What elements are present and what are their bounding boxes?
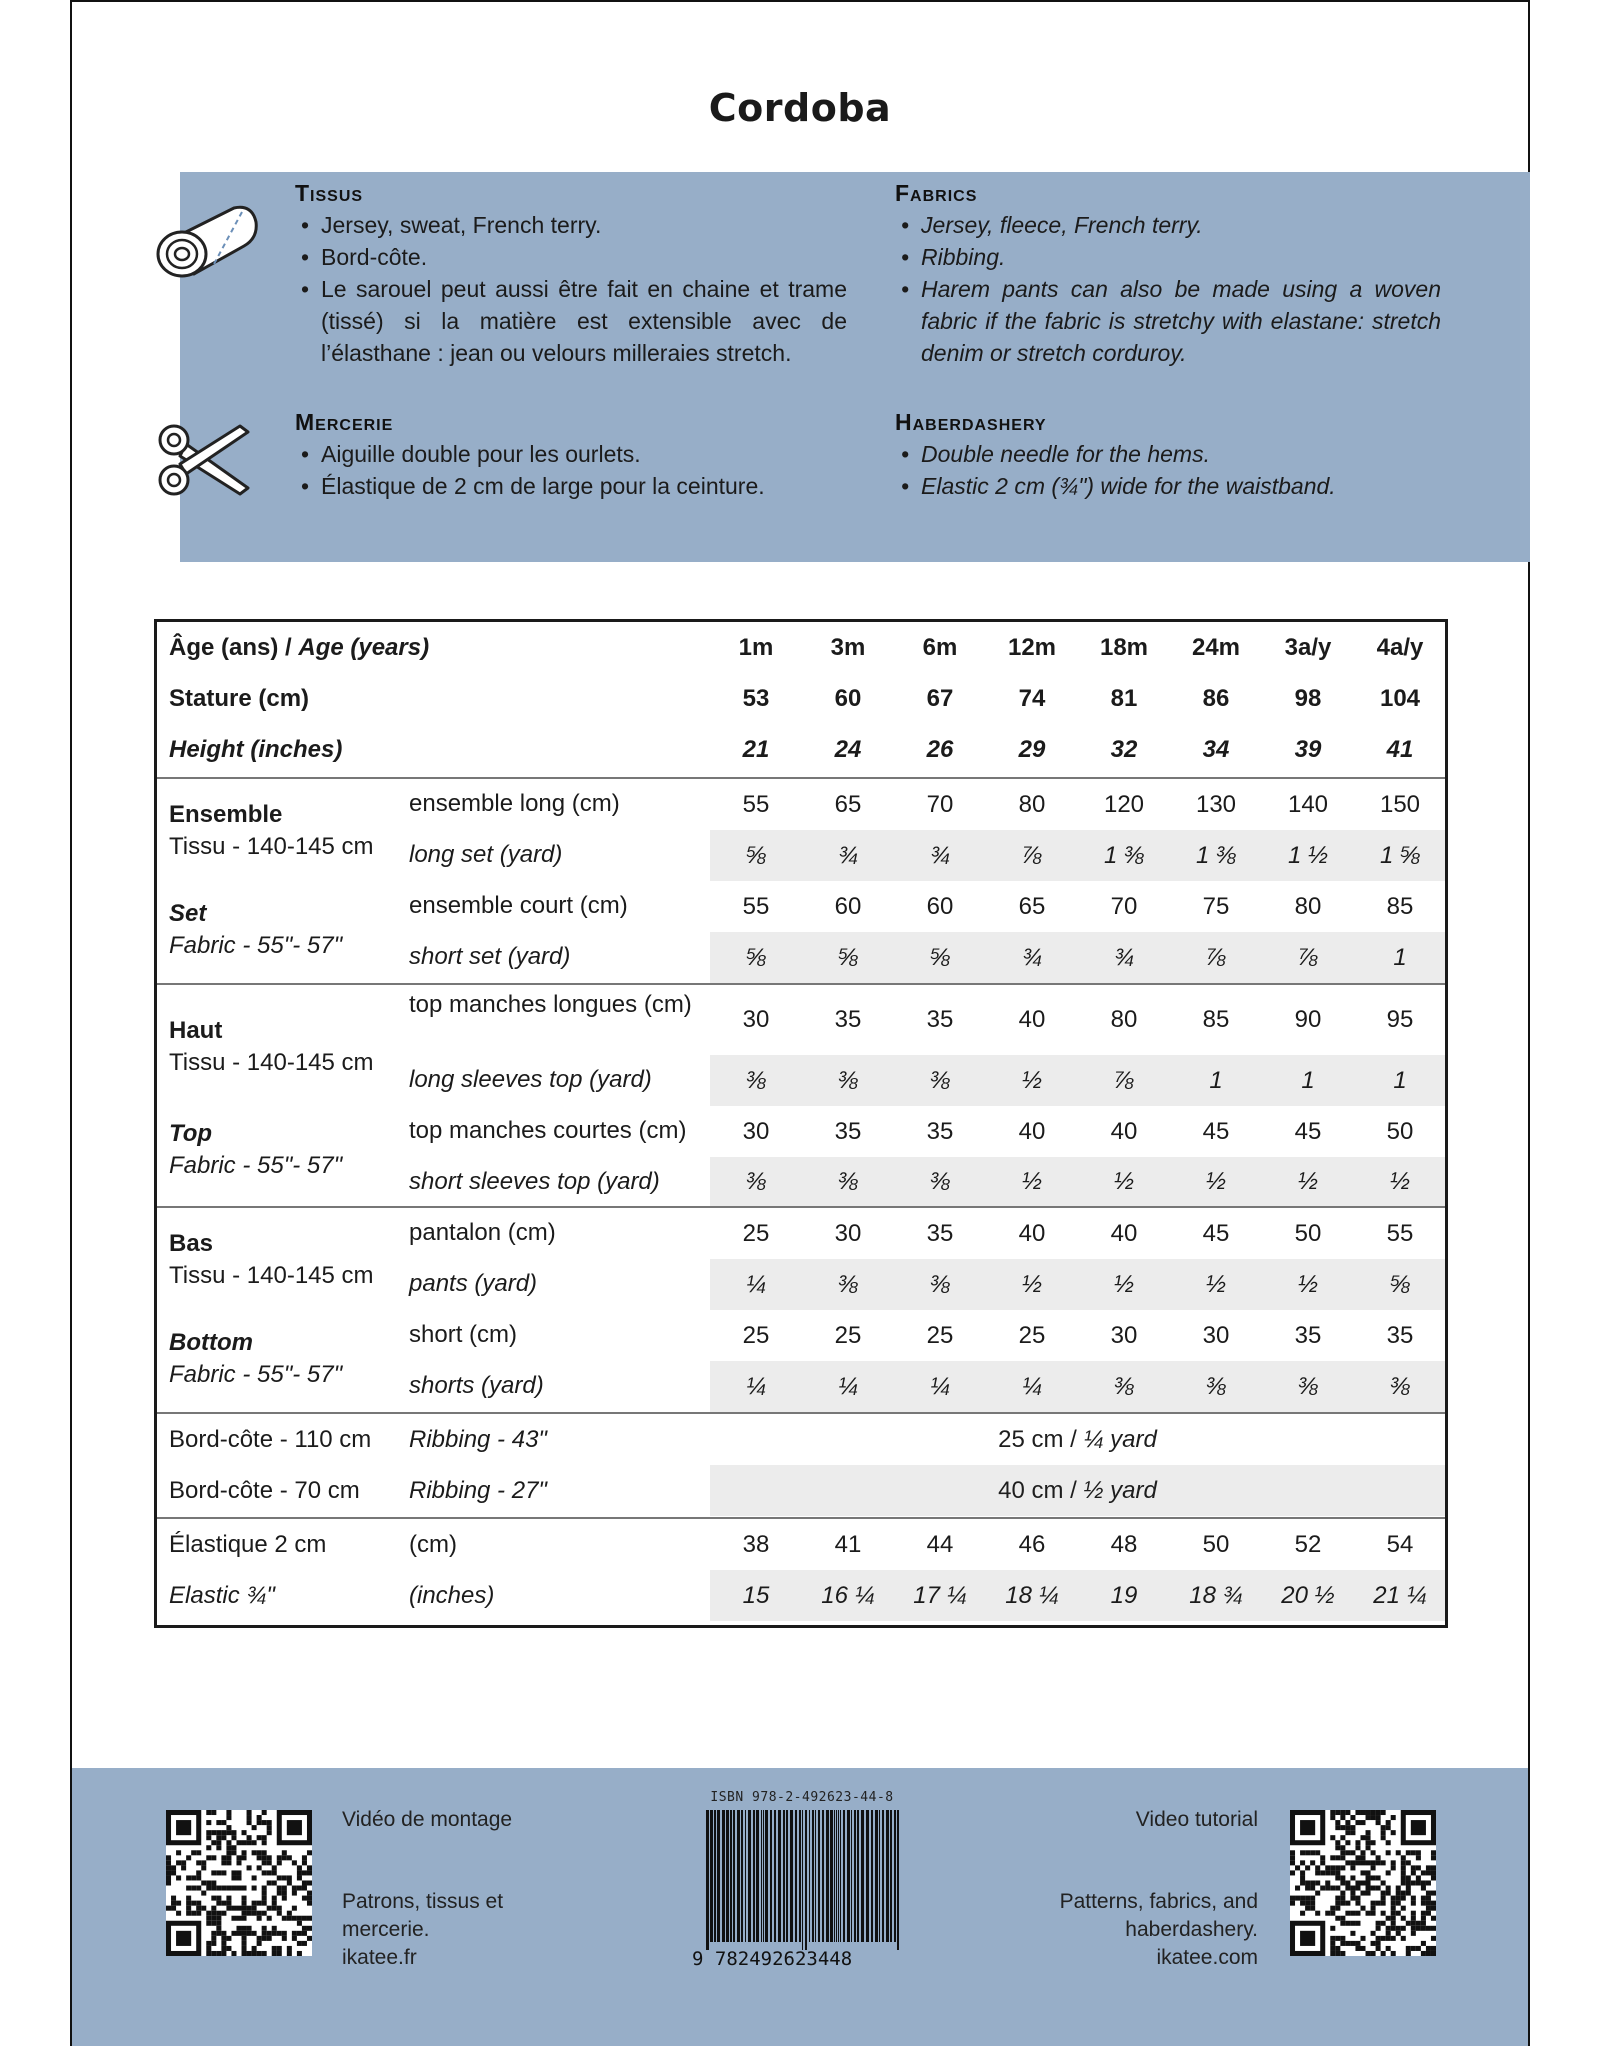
table-cell: 40 <box>1018 1118 1046 1145</box>
table-cell: 15 <box>742 1582 770 1609</box>
notions-heading-fr: Mercerie <box>295 409 394 435</box>
table-cell: 19 <box>1110 1582 1138 1609</box>
table-cell: 1 <box>1393 1067 1407 1094</box>
table-cell: 45 <box>1202 1220 1230 1247</box>
table-cell: 25 <box>834 1322 862 1349</box>
table-row-age <box>157 622 1445 673</box>
table-cell: 30 <box>1110 1322 1138 1349</box>
table-cell: 80 <box>1018 791 1046 818</box>
group-fabric-fr: Tissu - 140-145 cm <box>169 1262 374 1290</box>
table-cell: 4a/y <box>1376 634 1424 661</box>
table-cell: ⅜ <box>929 1067 950 1094</box>
group-label-fr: Haut <box>169 1017 223 1045</box>
table-row <box>157 1361 1445 1412</box>
table-cell: 120 <box>1103 791 1145 818</box>
pattern-back-cover <box>70 0 1530 2046</box>
notions-heading-en: Haberdashery <box>895 409 1047 435</box>
table-cell: ½ <box>1021 1168 1042 1195</box>
list-item: • Jersey, sweat, French terry. <box>295 209 847 241</box>
row-label: pants (yard) <box>409 1270 538 1297</box>
table-row-ribbing <box>157 1465 1445 1516</box>
table-cell: 1 <box>1301 1067 1315 1094</box>
table-cell: 21 <box>742 736 770 763</box>
table-cell: ¾ <box>1021 944 1042 971</box>
footer-panel <box>72 1768 1528 2046</box>
table-cell: 1 ⅜ <box>1103 842 1145 869</box>
list-item: • Aiguille double pour les ourlets. <box>295 438 847 470</box>
table-cell: 18m <box>1099 634 1149 661</box>
table-cell: 30 <box>1202 1322 1230 1349</box>
group-label-en: Bottom <box>169 1328 253 1356</box>
table-cell: ⅜ <box>1205 1373 1226 1400</box>
table-cell: 55 <box>1386 1220 1414 1247</box>
table-cell: 1 ⅜ <box>1195 842 1237 869</box>
table-cell: 38 <box>742 1531 770 1558</box>
table-row-ribbing <box>157 1414 1445 1465</box>
table-cell: 32 <box>1110 736 1138 763</box>
age-label: Âge (ans) / Age (years) <box>169 634 430 661</box>
stature-label: Stature (cm) <box>169 685 310 712</box>
table-cell: 45 <box>1294 1118 1322 1145</box>
table-cell: ⅝ <box>837 944 858 971</box>
table-cell: 54 <box>1386 1531 1414 1558</box>
table-cell: 52 <box>1294 1531 1322 1558</box>
table-cell: 75 <box>1202 893 1230 920</box>
table-cell: 40 <box>1110 1220 1138 1247</box>
table-row <box>157 932 1445 983</box>
ribbing-value: 25 cm / ¼ yard <box>998 1426 1157 1453</box>
table-cell: 21 ¼ <box>1373 1582 1427 1609</box>
table-cell: 35 <box>1294 1322 1322 1349</box>
table-cell: 50 <box>1386 1118 1414 1145</box>
fabric-roll-icon <box>152 194 262 294</box>
list-item: • Élastique de 2 cm de large pour la ceinture. <box>295 470 847 502</box>
table-cell: 1 ½ <box>1287 842 1329 869</box>
table-cell: 45 <box>1202 1118 1230 1145</box>
list-item: • Harem pants can also be made using a woven fabric if the fabric is stretchy with elastane: stretch denim or stretch corduroy. <box>895 273 1441 369</box>
table-cell: 90 <box>1294 1006 1322 1033</box>
elastic-unit-in: (inches) <box>409 1582 495 1609</box>
table-cell: 55 <box>742 893 770 920</box>
table-cell: 3a/y <box>1284 634 1332 661</box>
table-cell: 30 <box>742 1006 770 1033</box>
table-cell: 30 <box>834 1220 862 1247</box>
table-cell: ⅜ <box>837 1168 858 1195</box>
table-row-height <box>157 724 1445 775</box>
row-label: short sleeves top (yard) <box>409 1168 660 1195</box>
table-row <box>157 1157 1445 1206</box>
elastic-unit-cm: (cm) <box>409 1531 457 1558</box>
table-cell: 86 <box>1202 685 1230 712</box>
table-cell: 1 <box>1393 944 1407 971</box>
table-cell: 41 <box>834 1531 862 1558</box>
table-cell: ¼ <box>929 1373 950 1400</box>
table-cell: 104 <box>1379 685 1421 712</box>
elastic-label-en: Elastic ¾" <box>169 1582 275 1609</box>
table-cell: 60 <box>926 893 954 920</box>
row-label: top manches longues (cm) <box>409 991 692 1018</box>
website-en[interactable]: ikatee.com <box>1156 1946 1258 1969</box>
table-cell: ⅝ <box>745 842 766 869</box>
table-row <box>157 881 1445 932</box>
table-cell: 65 <box>834 791 862 818</box>
fabrics-en <box>895 180 1441 369</box>
table-cell: 85 <box>1386 893 1414 920</box>
table-row-elastic-in <box>157 1570 1445 1621</box>
scissors-icon <box>156 416 266 516</box>
row-label: ensemble long (cm) <box>409 790 620 817</box>
table-cell: 81 <box>1110 685 1138 712</box>
table-cell: 60 <box>834 685 862 712</box>
isbn-barcode <box>692 1790 912 1980</box>
table-cell: ⅞ <box>1021 842 1042 869</box>
table-cell: 140 <box>1287 791 1329 818</box>
qr-code-en[interactable] <box>1290 1810 1436 1956</box>
table-cell: ⅜ <box>745 1168 766 1195</box>
table-cell: 26 <box>926 736 954 763</box>
website-fr[interactable]: ikatee.fr <box>342 1946 417 1969</box>
table-cell: 29 <box>1018 736 1046 763</box>
group-fabric-fr: Tissu - 140-145 cm <box>169 1049 374 1077</box>
table-cell: ½ <box>1297 1168 1318 1195</box>
table-cell: ½ <box>1205 1271 1226 1298</box>
table-cell: 50 <box>1294 1220 1322 1247</box>
table-cell: 25 <box>926 1322 954 1349</box>
group-label-en: Top <box>169 1119 213 1147</box>
table-cell: ½ <box>1021 1067 1042 1094</box>
size-chart-table <box>154 619 1448 1628</box>
table-cell: ⅜ <box>837 1271 858 1298</box>
table-cell: 12m <box>1007 634 1057 661</box>
elastic-label-fr: Élastique 2 cm <box>169 1531 327 1558</box>
table-cell: 25 <box>1018 1322 1046 1349</box>
table-cell: ½ <box>1205 1168 1226 1195</box>
group-fabric-en: Fabric - 55"- 57" <box>169 931 343 959</box>
row-label: pantalon (cm) <box>409 1219 556 1246</box>
notions-en <box>895 409 1441 502</box>
table-row <box>157 1310 1445 1361</box>
table-cell: 85 <box>1202 1006 1230 1033</box>
ribbing-value: 40 cm / ½ yard <box>998 1477 1157 1504</box>
table-cell: 3m <box>830 634 866 661</box>
table-cell: 18 ¾ <box>1189 1582 1243 1609</box>
table-cell: 1 <box>1209 1067 1223 1094</box>
table-cell: 60 <box>834 893 862 920</box>
table-cell: 46 <box>1018 1531 1046 1558</box>
row-label: top manches courtes (cm) <box>409 1117 687 1144</box>
table-row-elastic-cm <box>157 1519 1445 1570</box>
table-cell: ¼ <box>837 1373 858 1400</box>
table-cell: ⅝ <box>745 944 766 971</box>
table-cell: 67 <box>926 685 954 712</box>
row-label: long set (yard) <box>409 841 563 868</box>
table-cell: ⅜ <box>1389 1373 1410 1400</box>
table-cell: 40 <box>1110 1118 1138 1145</box>
materials-panel <box>180 172 1530 562</box>
row-label: shorts (yard) <box>409 1372 544 1399</box>
table-cell: 50 <box>1202 1531 1230 1558</box>
table-cell: ½ <box>1389 1168 1410 1195</box>
video-tutorial-fr: Vidéo de montage <box>342 1808 513 1831</box>
row-label: long sleeves top (yard) <box>409 1066 652 1093</box>
list-item: • Ribbing. <box>895 241 1441 273</box>
table-cell: 44 <box>926 1531 954 1558</box>
table-cell: ¼ <box>745 1373 766 1400</box>
table-cell: 6m <box>922 634 958 661</box>
row-label: short (cm) <box>409 1321 517 1348</box>
table-cell: ¼ <box>1021 1373 1042 1400</box>
group-fabric-fr: Tissu - 140-145 cm <box>169 833 374 861</box>
table-cell: 35 <box>926 1006 954 1033</box>
group-label-en: Set <box>169 899 207 927</box>
table-cell: 48 <box>1110 1531 1138 1558</box>
table-cell: ½ <box>1297 1271 1318 1298</box>
table-cell: 35 <box>926 1118 954 1145</box>
table-cell: 53 <box>742 685 770 712</box>
height-label: Height (inches) <box>169 736 343 763</box>
table-cell: 130 <box>1195 791 1237 818</box>
table-row <box>157 779 1445 830</box>
list-item: • Le sarouel peut aussi être fait en chaine et trame (tissé) si la matière est extensible avec de l’élasthane : jean ou velours milleraies stretch. <box>295 273 847 369</box>
table-cell: 150 <box>1379 791 1421 818</box>
table-cell: 30 <box>742 1118 770 1145</box>
table-cell: 35 <box>834 1118 862 1145</box>
table-cell: 98 <box>1294 685 1322 712</box>
table-cell: 35 <box>926 1220 954 1247</box>
table-cell: ¾ <box>929 842 950 869</box>
table-cell: ⅜ <box>929 1271 950 1298</box>
table-cell: 65 <box>1018 893 1046 920</box>
table-cell: ⅝ <box>929 944 950 971</box>
table-cell: ½ <box>1113 1168 1134 1195</box>
table-cell: 25 <box>742 1322 770 1349</box>
table-cell: 40 <box>1018 1220 1046 1247</box>
table-cell: 70 <box>1110 893 1138 920</box>
shop-line-fr: mercerie. <box>342 1918 430 1941</box>
table-cell: ⅞ <box>1113 1067 1134 1094</box>
table-row <box>157 1106 1445 1157</box>
table-cell: 1m <box>738 634 774 661</box>
fabrics-fr <box>295 180 847 369</box>
notions-fr <box>295 409 847 502</box>
table-cell: 25 <box>742 1220 770 1247</box>
table-cell: 41 <box>1386 736 1414 763</box>
table-cell: 17 ¼ <box>913 1582 967 1609</box>
isbn-text: ISBN 978-2-492623-44-8 <box>710 1790 894 1805</box>
list-item: • Double needle for the hems. <box>895 438 1441 470</box>
ribbing-label-en: Ribbing - 27" <box>409 1477 547 1504</box>
table-cell: 20 ½ <box>1281 1582 1335 1609</box>
fabrics-heading-fr: Tissus <box>295 180 364 206</box>
table-cell: 74 <box>1018 685 1046 712</box>
table-cell: 34 <box>1202 736 1230 763</box>
table-cell: 24 <box>834 736 862 763</box>
table-cell: ¼ <box>745 1271 766 1298</box>
table-cell: ⅞ <box>1205 944 1226 971</box>
shop-line-fr: Patrons, tissus et <box>342 1890 504 1913</box>
group-fabric-en: Fabric - 55"- 57" <box>169 1360 343 1388</box>
table-cell: 35 <box>834 1006 862 1033</box>
table-cell: 80 <box>1110 1006 1138 1033</box>
list-item: • Elastic 2 cm (¾") wide for the waistband. <box>895 470 1441 502</box>
table-cell: 24m <box>1191 634 1241 661</box>
table-row-stature <box>157 673 1445 724</box>
barcode-digits: 9 782492623448 <box>692 1948 853 1970</box>
table-cell: ⅜ <box>837 1067 858 1094</box>
table-cell: ⅜ <box>745 1067 766 1094</box>
table-cell: ¾ <box>1113 944 1134 971</box>
shop-line-en: Patterns, fabrics, and <box>1059 1890 1258 1913</box>
ribbing-label-fr: Bord-côte - 70 cm <box>169 1477 360 1504</box>
table-cell: 70 <box>926 791 954 818</box>
table-cell: 39 <box>1294 736 1322 763</box>
table-cell: 16 ¼ <box>821 1582 875 1609</box>
table-row <box>157 985 1445 1055</box>
row-label: ensemble court (cm) <box>409 892 628 919</box>
table-cell: 55 <box>742 791 770 818</box>
table-row <box>157 1208 1445 1259</box>
table-cell: ¾ <box>837 842 858 869</box>
fabrics-heading-en: Fabrics <box>895 180 978 206</box>
page-title: Cordoba <box>708 86 892 130</box>
shop-line-en: haberdashery. <box>1125 1918 1258 1941</box>
table-cell: 18 ¼ <box>1005 1582 1059 1609</box>
group-label-fr: Bas <box>169 1230 214 1258</box>
table-cell: 80 <box>1294 893 1322 920</box>
group-fabric-en: Fabric - 55"- 57" <box>169 1151 343 1179</box>
table-cell: ⅜ <box>1113 1373 1134 1400</box>
video-tutorial-en: Video tutorial <box>1135 1808 1258 1831</box>
table-cell: 35 <box>1386 1322 1414 1349</box>
list-item: • Jersey, fleece, French terry. <box>895 209 1441 241</box>
ribbing-label-en: Ribbing - 43" <box>409 1426 547 1453</box>
table-cell: ½ <box>1113 1271 1134 1298</box>
table-cell: ⅞ <box>1297 944 1318 971</box>
list-item: • Bord-côte. <box>295 241 847 273</box>
table-cell: ⅜ <box>1297 1373 1318 1400</box>
row-label: short set (yard) <box>409 943 571 970</box>
table-cell: 40 <box>1018 1006 1046 1033</box>
table-cell: 1 ⅝ <box>1379 842 1421 869</box>
qr-code-fr[interactable] <box>166 1810 312 1956</box>
table-cell: ⅜ <box>929 1168 950 1195</box>
table-cell: ½ <box>1021 1271 1042 1298</box>
ribbing-label-fr: Bord-côte - 110 cm <box>169 1426 372 1453</box>
group-label-fr: Ensemble <box>169 801 283 829</box>
table-cell: ⅝ <box>1389 1271 1410 1298</box>
table-cell: 95 <box>1386 1006 1414 1033</box>
